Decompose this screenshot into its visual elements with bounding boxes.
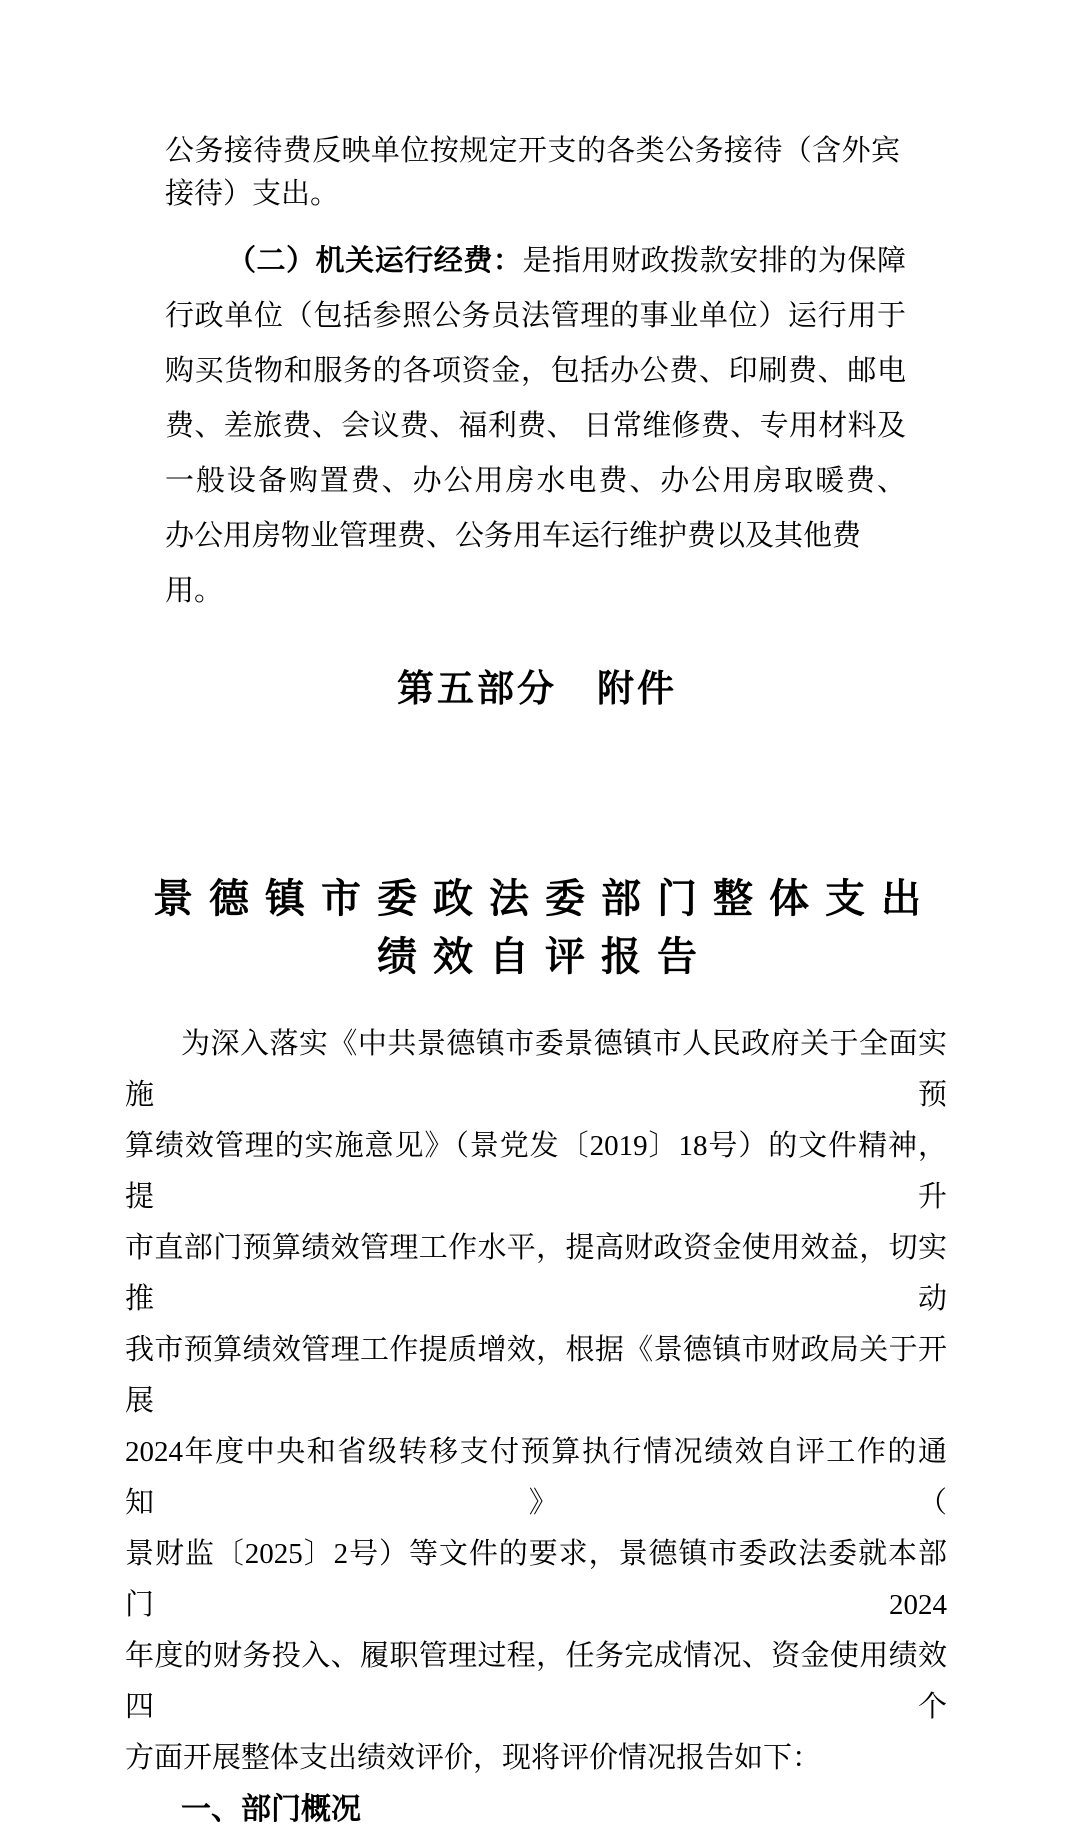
section1-heading-department-overview: 一、部门概况 — [181, 1793, 361, 1826]
paragraph-line: 行政单位（包括参照公务员法管理的事业单位）运行用于 — [165, 300, 906, 332]
report-title — [0, 870, 1074, 986]
paragraph-lead-line — [165, 234, 906, 289]
lead-rest-text: 是指用财政拨款安排的为保障 — [522, 245, 906, 277]
paragraph-line: 接待）支出。 — [165, 178, 340, 210]
paragraph-line: 一般设备购置费、办公用房水电费、办公用房取暖费、 — [165, 465, 906, 497]
paragraph-reception-expenses — [165, 130, 900, 216]
paragraph-report-intro — [125, 1019, 947, 1784]
paragraph-line: 为深入落实《中共景德镇市委景德镇市人民政府关于全面实施预 — [125, 1028, 947, 1111]
paragraph-line: 方面开展整体支出绩效评价，现将评价情况报告如下： — [125, 1742, 822, 1774]
paragraph-operating-funds — [165, 234, 906, 619]
paragraph-line: 市直部门预算绩效管理工作水平，提高财政资金使用效益，切实推动 — [125, 1232, 947, 1315]
section-heading-part5: 第五部分 附件 — [397, 669, 677, 710]
paragraph-line: 景财监〔2025〕2号）等文件的要求，景德镇市委政法委就本部门2024 — [125, 1538, 947, 1621]
paragraph-line: 算绩效管理的实施意见》（景党发〔2019〕18号）的文件精神，提升 — [125, 1130, 947, 1213]
report-title-line1: 景德镇市委政法委部门整体支出 — [153, 876, 937, 921]
paragraph-line: 办公用房物业管理费、公务用车运行维护费以及其他费用。 — [165, 520, 862, 607]
paragraph-line: 我市预算绩效管理工作提质增效，根据《景德镇市财政局关于开展 — [125, 1334, 947, 1417]
report-title-line2: 绩效自评报告 — [377, 934, 713, 979]
paragraph-line: 2024年度中央和省级转移支付预算执行情况绩效自评工作的通知》（ — [125, 1436, 947, 1519]
paragraph-line: 费、差旅费、会议费、福利费、 日常维修费、专用材料及 — [165, 410, 906, 442]
paragraph-line: 年度的财务投入、履职管理过程，任务完成情况、资金使用绩效四个 — [125, 1640, 947, 1723]
document-page — [0, 130, 1074, 1826]
lead-bold-text: （二）机关运行经费： — [227, 245, 523, 277]
paragraph-line: 购买货物和服务的各项资金，包括办公费、印刷费、邮电 — [165, 355, 906, 387]
paragraph-line: 公务接待费反映单位按规定开支的各类公务接待（含外宾 — [165, 135, 900, 167]
